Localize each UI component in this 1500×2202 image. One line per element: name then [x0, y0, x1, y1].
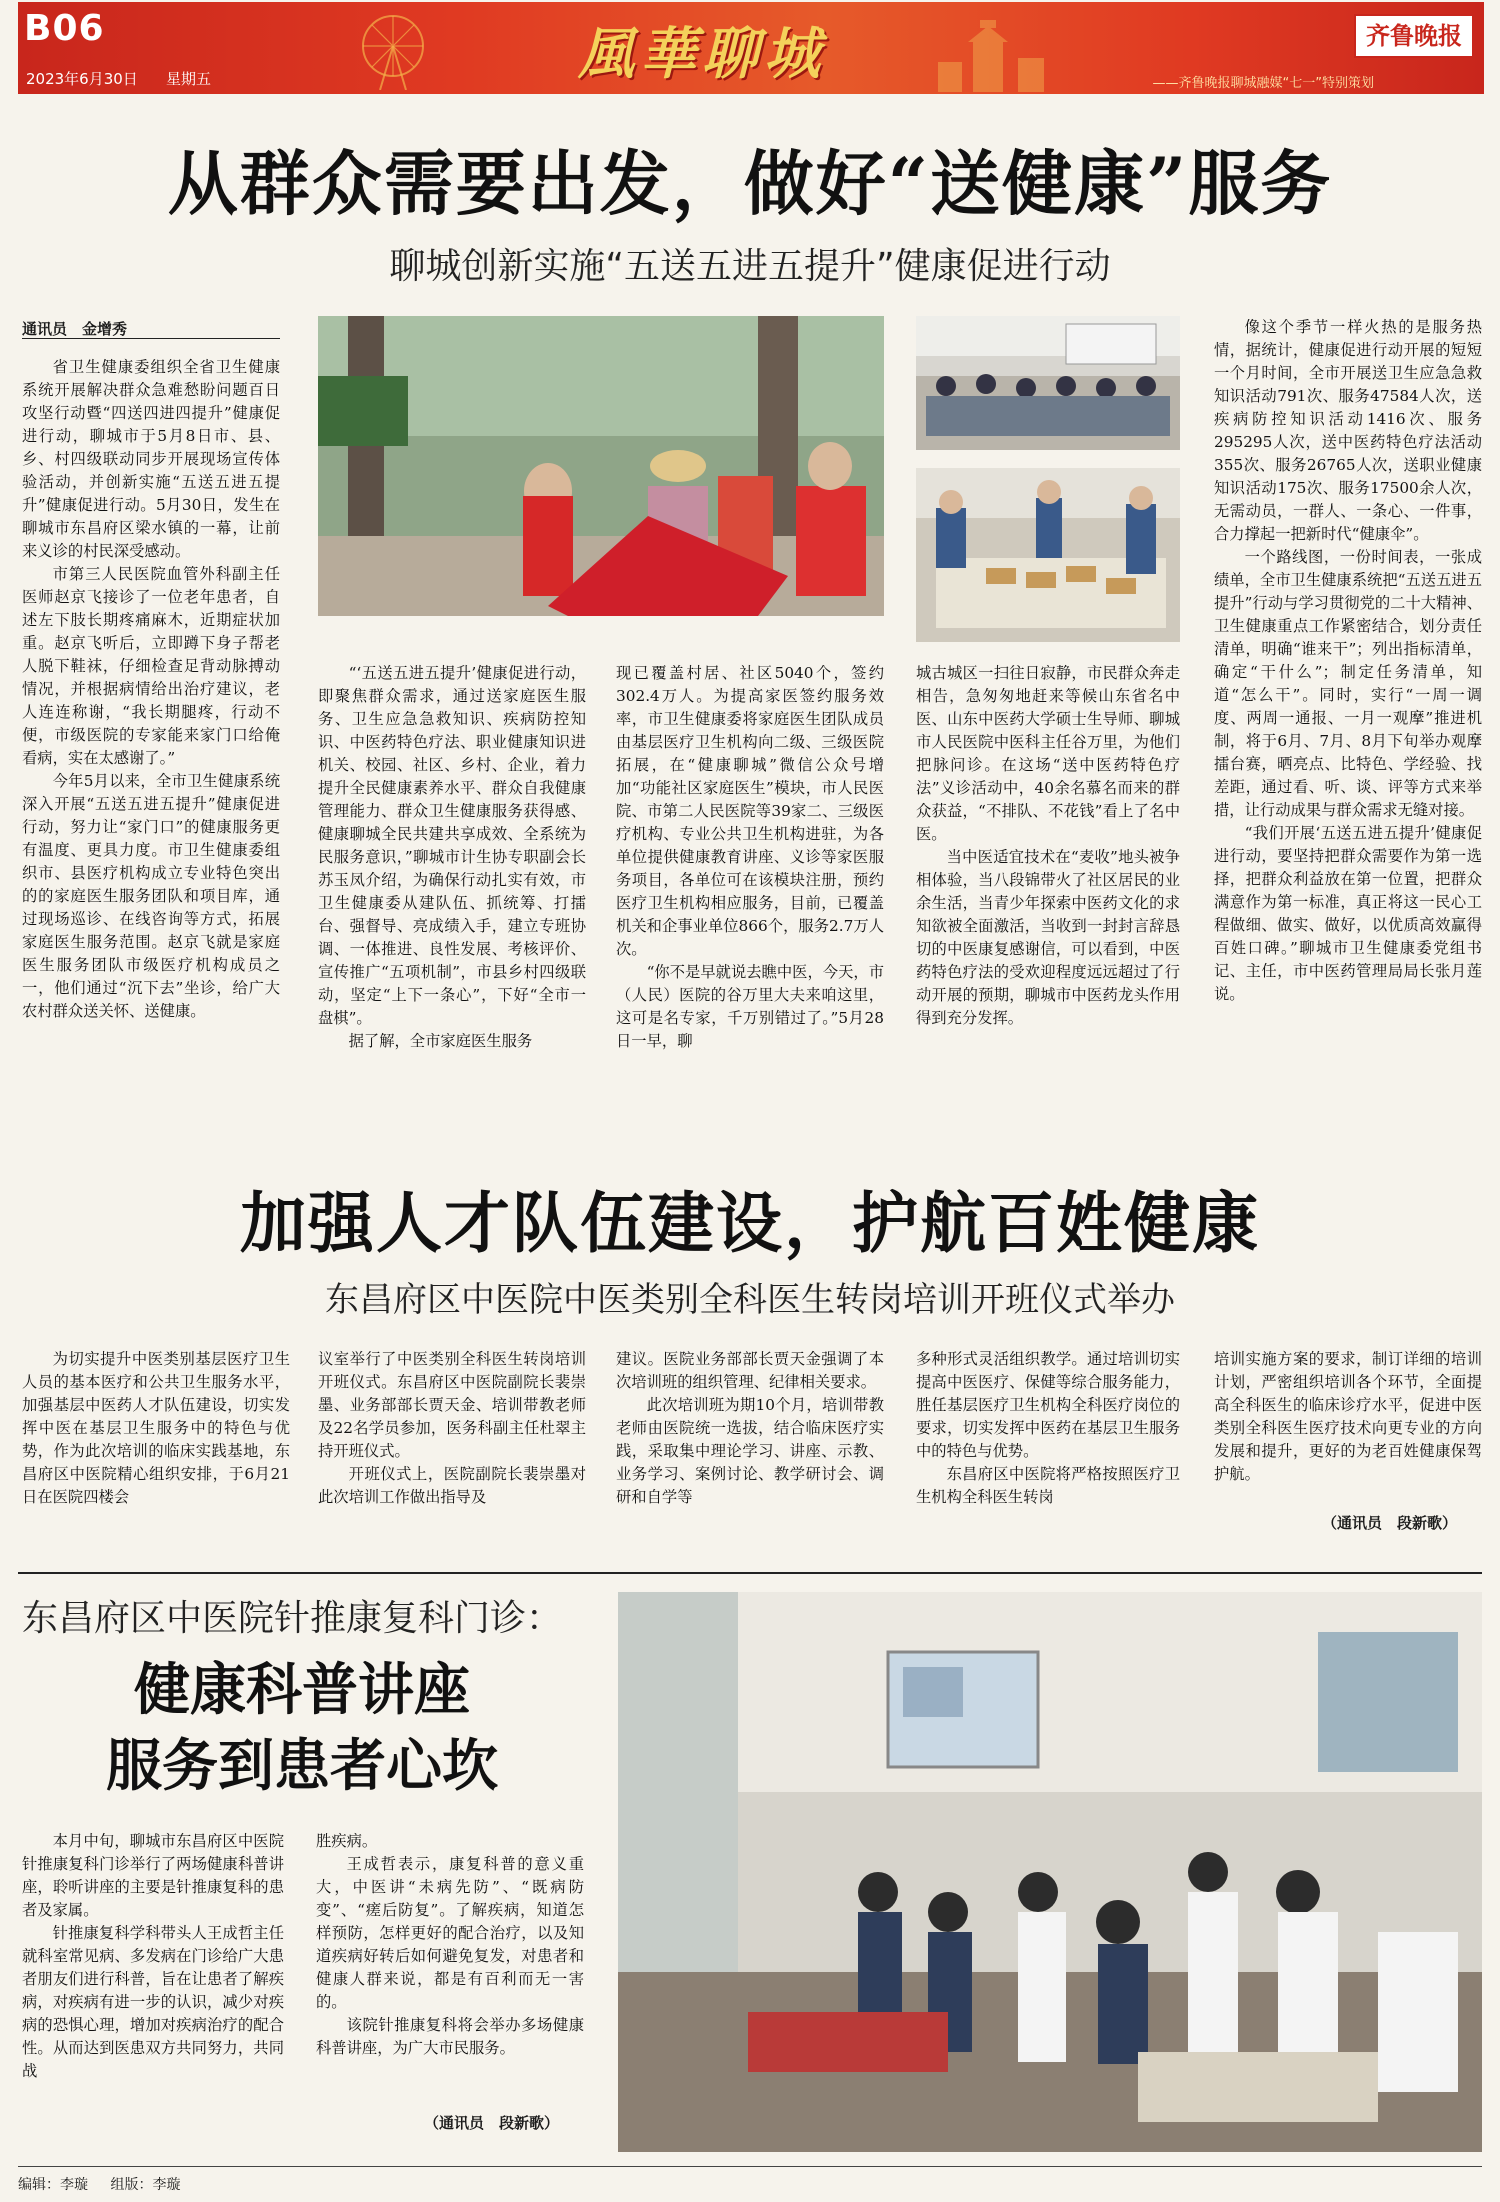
- paragraph: 据了解，全市家庭医生服务: [348, 1032, 533, 1050]
- article2-column-1: [22, 1348, 290, 1540]
- paragraph: 现已覆盖村居、社区5040个，签约302.4万人。为提高家医签约服务效率，市卫生健康委将家庭医生团队成员由基层医疗卫生机构向二级、三级医院拓展，在“健康聊城”微信公众号增加“功能社区家庭医生”模块，市人民医院、市第二人民医院等39家二、三级医疗机构、专业公共卫生机构进驻，为各单位提供健康教育讲座、义诊等家医服务项目，各单位可在该模块注册，预约医疗卫生机构相应服务，目前，已覆盖机关和企事业单位866个，服务2.7万人次。: [616, 664, 884, 958]
- issue-weekday: 星期五: [166, 70, 212, 88]
- article1-byline: 通讯员 金增秀: [22, 320, 128, 338]
- article2-column-2: [318, 1348, 586, 1540]
- paragraph: 当中医适宜技术在“麦收”地头被争相体验，当八段锦带火了社区居民的业余生活，当青少年探索中医药文化的求知欲被全面激活，当收到一封封言辞恳切的中医康复感谢信，可以看到，中医药特色疗法的受欢迎程度远远超过了行动开展的预期，聊城市中医药龙头作用得到充分发挥。: [916, 848, 1180, 1027]
- paragraph: 建议。医院业务部部长贾天金强调了本次培训班的组织管理、纪律相关要求。: [616, 1350, 884, 1391]
- article3-title-line1: 健康科普讲座: [134, 1657, 470, 1723]
- paragraph: 王成哲表示，康复科普的意义重大，中医讲“未病先防”、“既病防变”、“瘥后防复”。了解疾病，知道怎样预防，怎样更好的配合治疗，以及知道疾病好转后如何避免复发，对患者和健康人群来说，都是有百利而无一害的。: [316, 1855, 584, 2011]
- article3-signature: （通讯员 段新歌）: [424, 2114, 560, 2132]
- paragraph: 为切实提升中医类别基层医疗卫生人员的基本医疗和公共卫生服务水平，加强基层中医药人才队伍建设，切实发挥中医在基层卫生服务中的特色与优势，作为此次培训的临床实践基地，东昌府区中医院精心组织安排，于6月21日在医院四楼会: [22, 1350, 290, 1506]
- issue-date: 2023年6月30日: [26, 70, 138, 88]
- column-title: 風華聊城: [578, 21, 826, 87]
- article2-column-5: [1214, 1348, 1482, 1498]
- article1-subtitle: 聊城创新实施“五送五进五提升”健康促进行动: [389, 246, 1111, 287]
- paragraph: 针推康复科学科带头人王成哲主任就科室常见病、多发病在门诊给广大患者朋友们进行科普，旨在让患者了解疾病，对疾病有进一步的认识，减少对疾病的恐惧心理，增加对疾病治疗的配合性。从而达到医患双方共同努力，共同战: [22, 1924, 284, 2080]
- paragraph: 市第三人民医院血管外科副主任医师赵京飞接诊了一位老年患者，自述左下肢长期疼痛麻木，近期症状加重。赵京飞听后，立即蹲下身子帮老人脱下鞋袜，仔细检查足背动脉搏动情况，并根据病情给出治疗建议，老人连连称谢，“我长期腿疼，行动不便，市级医院的专家能来家门口给俺看病，实在太感谢了。”: [22, 565, 280, 767]
- byline-rule: [22, 338, 280, 339]
- paragraph: 开班仪式上，医院副院长裴崇墨对此次培训工作做出指导及: [318, 1465, 586, 1506]
- article1-column-2: [318, 662, 586, 1118]
- photo-lecture-room: [916, 316, 1180, 450]
- article1-title: 从群众需要出发，做好“送健康”服务: [167, 142, 1333, 225]
- paragraph: “你不是早就说去瞧中医，今天，市（人民）医院的谷万里大夫来咱这里，这可是名专家，千万别错过了。”5月28日一早，聊: [616, 963, 884, 1050]
- paragraph: 该院针推康复科将会举办多场健康科普讲座，为广大市民服务。: [316, 2016, 584, 2057]
- paragraph: 一个路线图，一份时间表，一张成绩单，全市卫生健康系统把“五送五进五提升”行动与学习贯彻党的二十大精神、卫生健康重点工作紧密结合，划分责任清单，明确“谁来干”；列出指标清单，确定“干什么”；制定任务清单，知道“怎么干”。同时，实行“一周一调度、两周一通报、一月一观摩”推进机制，将于6月、7月、8月下旬举办观摩擂台赛，晒亮点、比特色、学经验、找差距，通过看、听、谈、评等方式来举措，让行动成果与群众需求无缝对接。: [1214, 548, 1482, 819]
- article1-column-3: [616, 662, 884, 1118]
- paragraph: 议室举行了中医类别全科医生转岗培训开班仪式。东昌府区中医院副院长裴崇墨、业务部部长贾天金、培训带教老师及22名学员参加，医务科副主任杜翠主持开班仪式。: [318, 1350, 586, 1460]
- article3-title: [22, 1652, 582, 1804]
- footer-layout: 组版：李璇: [110, 2177, 181, 2193]
- paragraph: 此次培训班为期10个月，培训带教老师由医院统一选拔，结合临床医疗实践，采取集中理论学习、讲座、示教、业务学习、案例讨论、教学研讨会、调研和自学等: [616, 1396, 884, 1506]
- article1-column-1: [22, 356, 280, 1116]
- paragraph: 胜疾病。: [316, 1832, 378, 1850]
- paragraph: 东昌府区中医院将严格按照医疗卫生机构全科医生转岗: [916, 1465, 1180, 1506]
- tower-skyline-icon: [918, 12, 1058, 92]
- paragraph: 省卫生健康委组织全省卫生健康系统开展解决群众急难愁盼问题百日攻坚行动暨“四送四进四提升”健康促进行动，聊城市于5月8日市、县、乡、村四级联动同步开展现场宣传体验活动，并创新实施“五送五进五提升”健康促进行动。5月30日，发生在聊城市东昌府区梁水镇的一幕，让前来义诊的村民深受感动。: [22, 358, 280, 560]
- paragraph: “我们开展‘五送五进五提升’健康促进行动，要坚持把群众需要作为第一选择，把群众利益放在第一位置，把群众满意作为第一标准，真正将这一民心工程做细、做实、做好，以优质高效赢得百姓口碑。”聊城市卫生健康委党组书记、主任，市中医药管理局局长张月莲说。: [1214, 824, 1482, 1003]
- masthead: [18, 2, 1484, 94]
- photo-children-herbs: [916, 468, 1180, 642]
- footer-rule: [18, 2166, 1482, 2167]
- footer-editor: 编辑：李璇: [18, 2177, 88, 2193]
- paragraph: “‘五送五进五提升’健康促进行动，即聚焦群众需求，通过送家庭医生服务、卫生应急急救知识、疾病防控知识、中医药特色疗法、职业健康知识进机关、校园、社区、乡村、企业，着力提升全民健康素养水平、群众自我健康管理能力、群众卫生健康服务获得感、健康聊城全民共建共享成效、全系统为民服务意识，”聊城市计生协专职副会长苏玉凤介绍，为确保行动扎实有效，市卫生健康委从建队伍、抓统筹、打擂台、强督导、亮成绩入手，建立专班协调、一体推进、良性发展、考核评价、宣传推广“五项机制”，市县乡村四级联动，坚定“上下一条心”，下好“全市一盘棋”。: [318, 664, 586, 1027]
- article3-column-2: [316, 1830, 584, 2070]
- paragraph: 像这个季节一样火热的是服务热情，据统计，健康促进行动开展的短短一个月时间，全市开展送卫生应急急救知识活动791次、服务47584人次，送疾病防控知识活动1416次、服务295295人次，送中医药特色疗法活动355次、服务26765人次，送职业健康知识活动175次、服务17500余人次，无需动员，一群人、一条心、一件事，合力撑起一把新时代“健康伞”。: [1214, 318, 1482, 543]
- page-number: B06: [24, 8, 105, 49]
- article2-column-4: [916, 1348, 1180, 1540]
- newspaper-logo: 齐鲁晚报: [1354, 14, 1474, 58]
- article3-column-1: [22, 1830, 284, 2152]
- photo-health-lecture-clinic: [618, 1592, 1482, 2152]
- article3-kicker: 东昌府区中医院针推康复科门诊：: [22, 1598, 563, 1639]
- paragraph: 培训实施方案的要求，制订详细的培训计划，严密组织培训各个环节，全面提高全科医生的临床诊疗水平，促进中医类别全科医生医疗技术向更专业的方向发展和提升，更好的为老百姓健康保驾护航。: [1214, 1350, 1482, 1483]
- paragraph: 多种形式灵活组织教学。通过培训切实提高中医医疗、保健等综合服务能力，胜任基层医疗卫生机构全科医疗岗位的要求，切实发挥中医药在基层卫生服务中的特色与优势。: [916, 1350, 1180, 1460]
- paragraph: 城古城区一扫往日寂静，市民群众奔走相告，急匆匆地赶来等候山东省名中医、山东中医药大学硕士生导师、聊城市人民医院中医科主任谷万里，为他们把脉问诊。在这场“送中医药特色疗法”义诊活动中，40余名慕名而来的群众获益，“不排队、不花钱”看上了名中医。: [916, 664, 1180, 843]
- special-note: ——齐鲁晚报聊城融媒“七一”特别策划: [1152, 76, 1374, 91]
- article2-subtitle: 东昌府区中医院中医类别全科医生转岗培训开班仪式举办: [325, 1280, 1175, 1320]
- paragraph: 本月中旬，聊城市东昌府区中医院针推康复科门诊举行了两场健康科普讲座，聆听讲座的主要是针推康复科的患者及家属。: [22, 1832, 284, 1919]
- article1-column-4: [916, 662, 1180, 1118]
- footer: [18, 2174, 198, 2194]
- article2-title: 加强人才队伍建设，护航百姓健康: [240, 1184, 1260, 1262]
- article2-signature: （通讯员 段新歌）: [1322, 1514, 1458, 1532]
- article3-title-line2: 服务到患者心坎: [106, 1733, 498, 1799]
- paragraph: 今年5月以来，全市卫生健康系统深入开展“五送五进五提升”健康促进行动，努力让“家门口”的健康服务更有温度、更具力度。市卫生健康委组织市、县医疗机构成立专业特色突出的的家庭医生服务团队和项目库，通过现场巡诊、在线咨询等方式，拓展家庭医生服务范围。赵京飞就是家庭医生服务团队市级医疗机构成员之一，他们通过“沉下去”坐诊，给广大农村群众送关怀、送健康。: [22, 772, 280, 1020]
- section-divider: [18, 1572, 1482, 1574]
- article2-column-3: [616, 1348, 884, 1540]
- photo-volunteers-distributing: [318, 316, 884, 616]
- ferris-wheel-icon: [348, 6, 438, 90]
- article1-column-5: [1214, 316, 1482, 1116]
